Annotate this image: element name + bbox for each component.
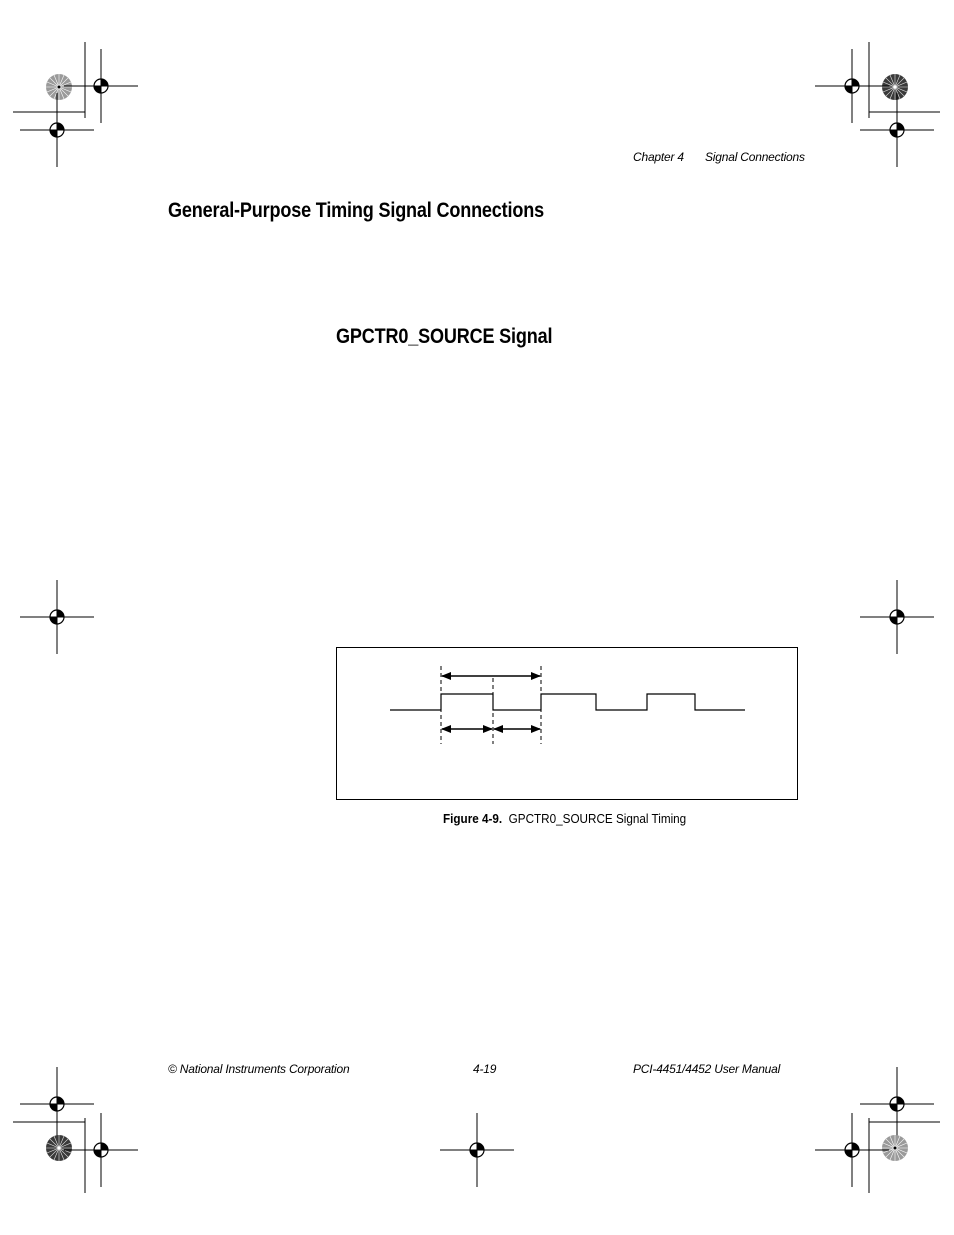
main-heading: General-Purpose Timing Signal Connections <box>168 199 544 222</box>
footer-page-number: 4-19 <box>473 1062 497 1076</box>
footer-copyright: © National Instruments Corporation <box>168 1062 350 1076</box>
figure-label: Figure 4-9. <box>443 811 503 826</box>
footer-manual-title: PCI-4451/4452 User Manual <box>633 1062 781 1076</box>
header-section: Signal Connections <box>705 150 805 164</box>
sub-heading: GPCTR0_SOURCE Signal <box>336 325 553 348</box>
figure-caption <box>443 811 686 826</box>
header-chapter: Chapter 4 <box>633 150 684 164</box>
figure-title: GPCTR0_SOURCE Signal Timing <box>508 811 687 826</box>
gpctr0-source-waveform <box>390 694 745 710</box>
